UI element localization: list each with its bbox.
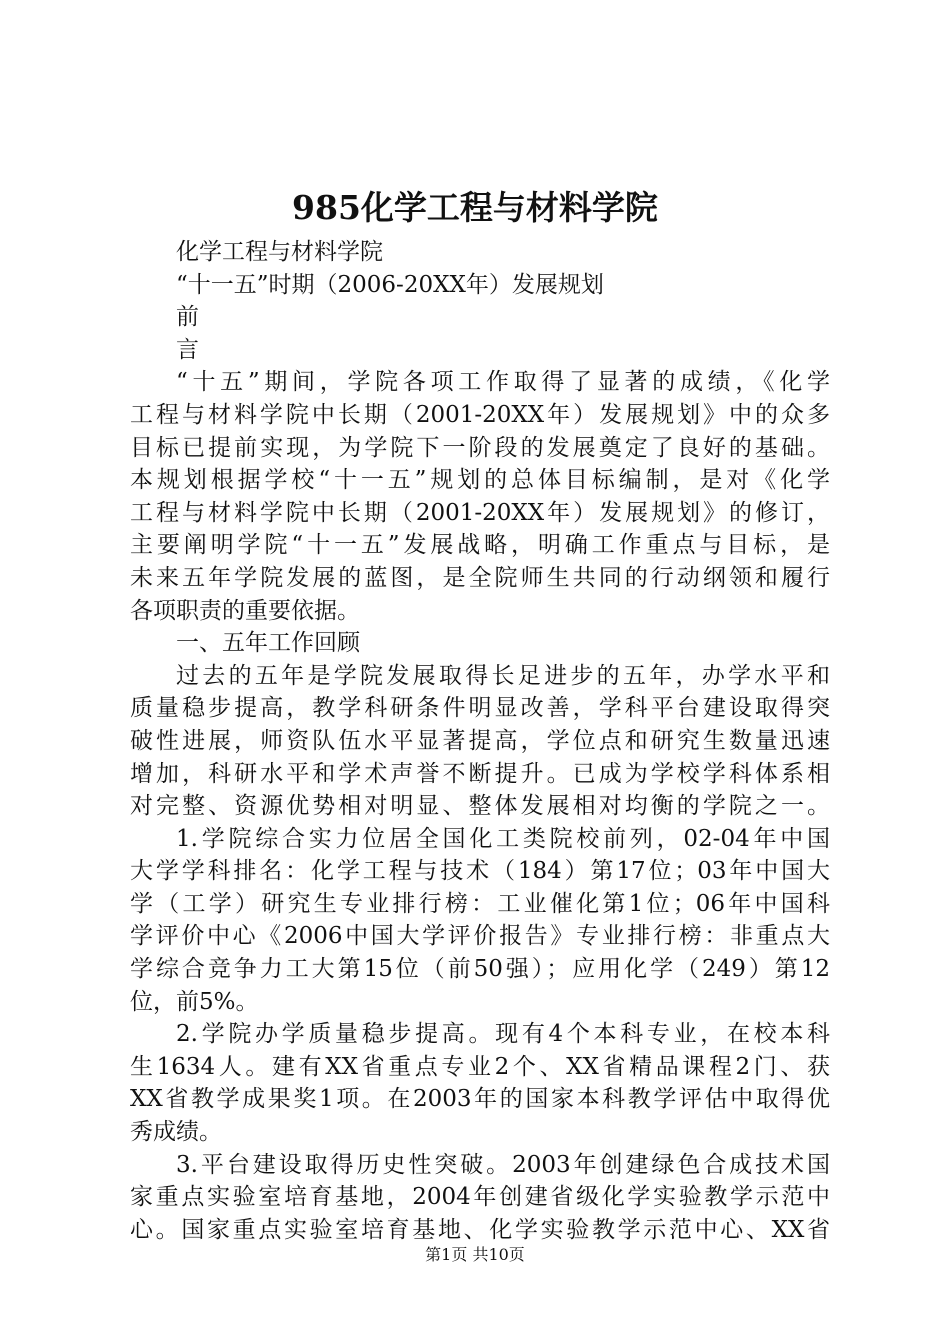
text-line: 未来五年学院发展的蓝图，是全院师生共同的行动纲领和履行 <box>130 564 830 591</box>
text-line: 化学工程与材料学院 <box>176 239 383 265</box>
text-line: 学综合竞争力工大第15位（前50强）；应用化学（249）第12 <box>130 956 830 983</box>
document-title: 985化学工程与材料学院 <box>292 188 658 227</box>
text-line: 主要阐明学院“十一五”发展战略，明确工作重点与目标，是 <box>130 532 830 559</box>
text-line: 秀成绩。 <box>130 1119 222 1146</box>
text-line: 大学学科排名：化学工程与技术（184）第17位；03年中国大 <box>130 858 830 885</box>
text-line: 工程与材料学院中长期（2001-20XX年）发展规划》中的众多 <box>130 401 830 428</box>
text-line: 过去的五年是学院发展取得长足进步的五年，办学水平和 <box>176 662 830 689</box>
text-line: “十一五”时期（2006-20XX年）发展规划 <box>176 271 604 298</box>
text-line: 目标已提前实现，为学院下一阶段的发展奠定了良好的基础。 <box>130 434 830 461</box>
text-line: 1.学院综合实力位居全国化工类院校前列，02-04年中国 <box>176 825 830 852</box>
text-line: 学（工学）研究生专业排行榜：工业催化第1位；06年中国科 <box>130 890 830 917</box>
text-line: 2.学院办学质量稳步提高。现有4个本科专业，在校本科 <box>176 1021 830 1048</box>
text-line: 学评价中心《2006中国大学评价报告》专业排行榜：非重点大 <box>130 923 830 950</box>
text-line: 心。国家重点实验室培育基地、化学实验教学示范中心、XX省 <box>130 1216 830 1243</box>
text-line: XX省教学成果奖1项。在2003年的国家本科教学评估中取得优 <box>130 1086 830 1113</box>
text-line: 家重点实验室培育基地，2004年创建省级化学实验教学示范中 <box>130 1184 830 1211</box>
text-line: 破性进展，师资队伍水平显著提高，学位点和研究生数量迅速 <box>130 727 830 754</box>
text-line: 工程与材料学院中长期（2001-20XX年）发展规划》的修订， <box>130 499 830 526</box>
text-line: 对完整、资源优势相对明显、整体发展相对均衡的学院之一。 <box>130 793 830 820</box>
text-line: 增加，科研水平和学术声誉不断提升。已成为学校学科体系相 <box>130 760 830 787</box>
document-body <box>130 236 830 1246</box>
text-line: 前 <box>176 304 199 331</box>
text-line: 一、五年工作回顾 <box>176 630 360 657</box>
text-line: 各项职责的重要依据。 <box>130 597 360 624</box>
text-line: 3.平台建设取得历史性突破。2003年创建绿色合成技术国 <box>176 1151 830 1178</box>
text-line: 质量稳步提高，教学科研条件明显改善，学科平台建设取得突 <box>130 695 830 722</box>
text-line: 本规划根据学校“十一五”规划的总体目标编制，是对《化学 <box>130 467 830 494</box>
text-line: 位，前5%。 <box>130 988 259 1015</box>
text-line: 生1634人。建有XX省重点专业2个、XX省精品课程2门、获 <box>130 1053 830 1080</box>
text-line: “十五”期间，学院各项工作取得了显著的成绩，《化学 <box>176 369 830 396</box>
page-footer: 第1页 共10页 <box>425 1245 525 1264</box>
text-line: 言 <box>176 336 199 363</box>
